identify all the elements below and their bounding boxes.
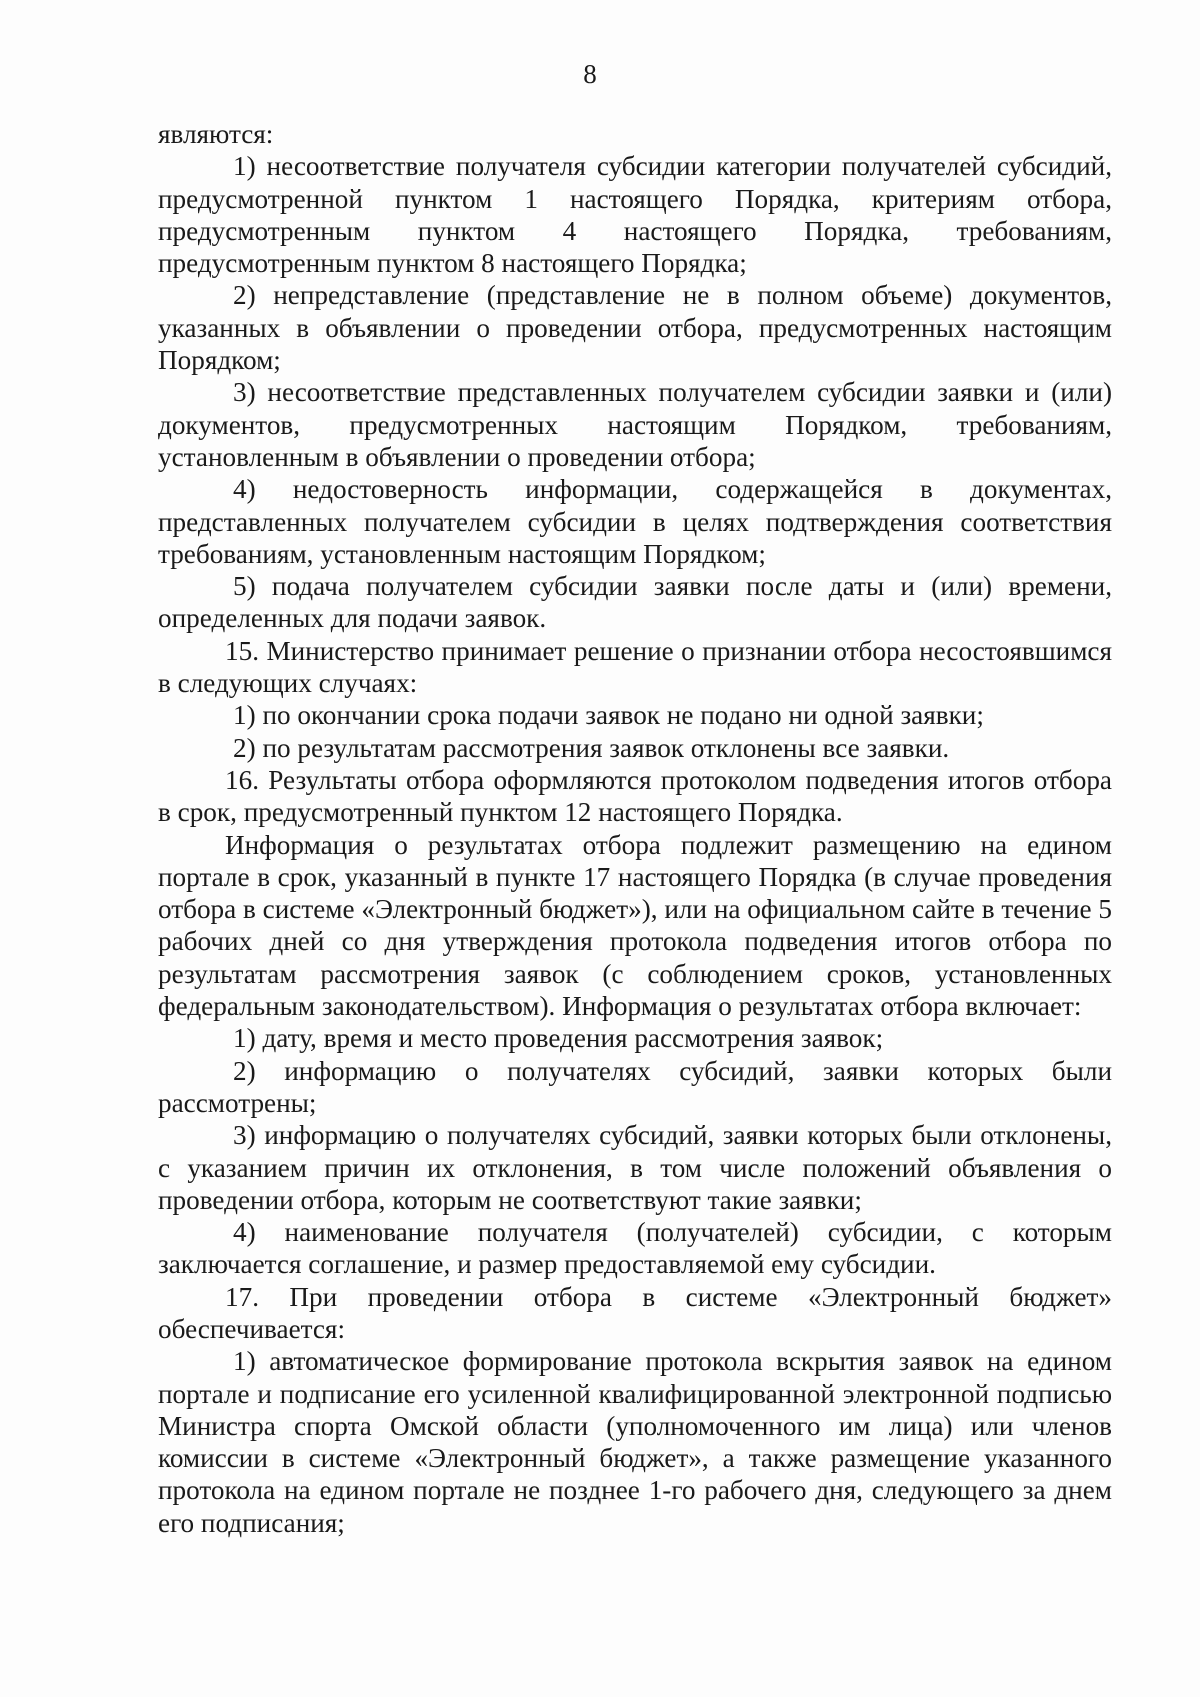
paragraph-results-3: 3) информацию о получателях субсидий, заявки которых были отклонены, с указанием причин их отклонения, в том числе положений объявления о проведении отбора, которым не соответствуют такие заявки; xyxy=(158,1120,1112,1215)
paragraph-reason-1: 1) несоответствие получателя субсидии категории получателей субсидий, предусмотренной пунктом 1 настоящего Порядка, критериям отбора, предусмотренным пунктом 4 настоящего Порядка, требованиям, предусмотренным пунктом 8 настоящего Порядка; xyxy=(158,151,1112,279)
paragraph-item-17-1: 1) автоматическое формирование протокола вскрытия заявок на едином портале и подписание его усиленной квалифицированной электронной подписью Министра спорта Омской области (уполномоченного им лица) или членов комиссии в системе «Электронный бюджет», а также размещение указанного протокола на едином портале не позднее 1-го рабочего дня, следующего за днем его подписания; xyxy=(158,1346,1112,1538)
paragraph-reason-2: 2) непредставление (представление не в полном объеме) документов, указанных в объявлении о проведении отбора, предусмотренных настоящим Порядком; xyxy=(158,280,1112,376)
paragraph-reason-4: 4) недостоверность информации, содержащейся в документах, представленных получателем субсидии в целях подтверждения соответствия требованиям, установленным настоящим Порядком; xyxy=(158,474,1112,569)
paragraph-item-15: 15. Министерство принимает решение о признании отбора несостоявшимся в следующих случаях: xyxy=(158,635,1112,699)
paragraph-results-2: 2) информацию о получателях субсидий, заявки которых были рассмотрены; xyxy=(158,1055,1112,1118)
paragraph-continuation: являются: xyxy=(158,119,274,149)
paragraph-results-info: Информация о результатах отбора подлежит размещению на едином портале в срок, указанный в пункте 17 настоящего Порядка (в случае проведения отбора в системе «Электронный бюджет»), или на официальном сайте в течение 5 рабочих дней со дня утверждения протокола подведения итогов отбора по результатам рассмотрения заявок (с соблюдением сроков, установленных федеральным законодательством). Информация о результатах отбора включает: xyxy=(158,829,1112,1022)
paragraph-item-15-case-2: 2) по результатам рассмотрения заявок отклонены все заявки. xyxy=(233,732,950,763)
paragraph-results-4: 4) наименование получателя (получателей) субсидии, с которым заключается соглашение, и размер предоставляемой ему субсидии. xyxy=(158,1217,1112,1280)
paragraph-reason-3: 3) несоответствие представленных получателем субсидии заявки и (или) документов, предусмотренных настоящим Порядком, требованиям, установленным в объявлении о проведении отбора; xyxy=(158,377,1112,472)
paragraph-item-17: 17. При проведении отбора в системе «Электронный бюджет» обеспечивается: xyxy=(158,1281,1112,1344)
document-body xyxy=(158,118,1112,1539)
paragraph-item-15-case-1: 1) по окончании срока подачи заявок не подано ни одной заявки; xyxy=(233,700,984,731)
paragraph-results-1: 1) дату, время и место проведения рассмотрения заявок; xyxy=(233,1023,884,1054)
page-number: 8 xyxy=(583,59,597,89)
paragraph-item-16: 16. Результаты отбора оформляются протоколом подведения итогов отбора в срок, предусмотренный пунктом 12 настоящего Порядка. xyxy=(158,764,1112,828)
paragraph-reason-5: 5) подача получателем субсидии заявки после даты и (или) времени, определенных для подачи заявок. xyxy=(158,571,1112,634)
